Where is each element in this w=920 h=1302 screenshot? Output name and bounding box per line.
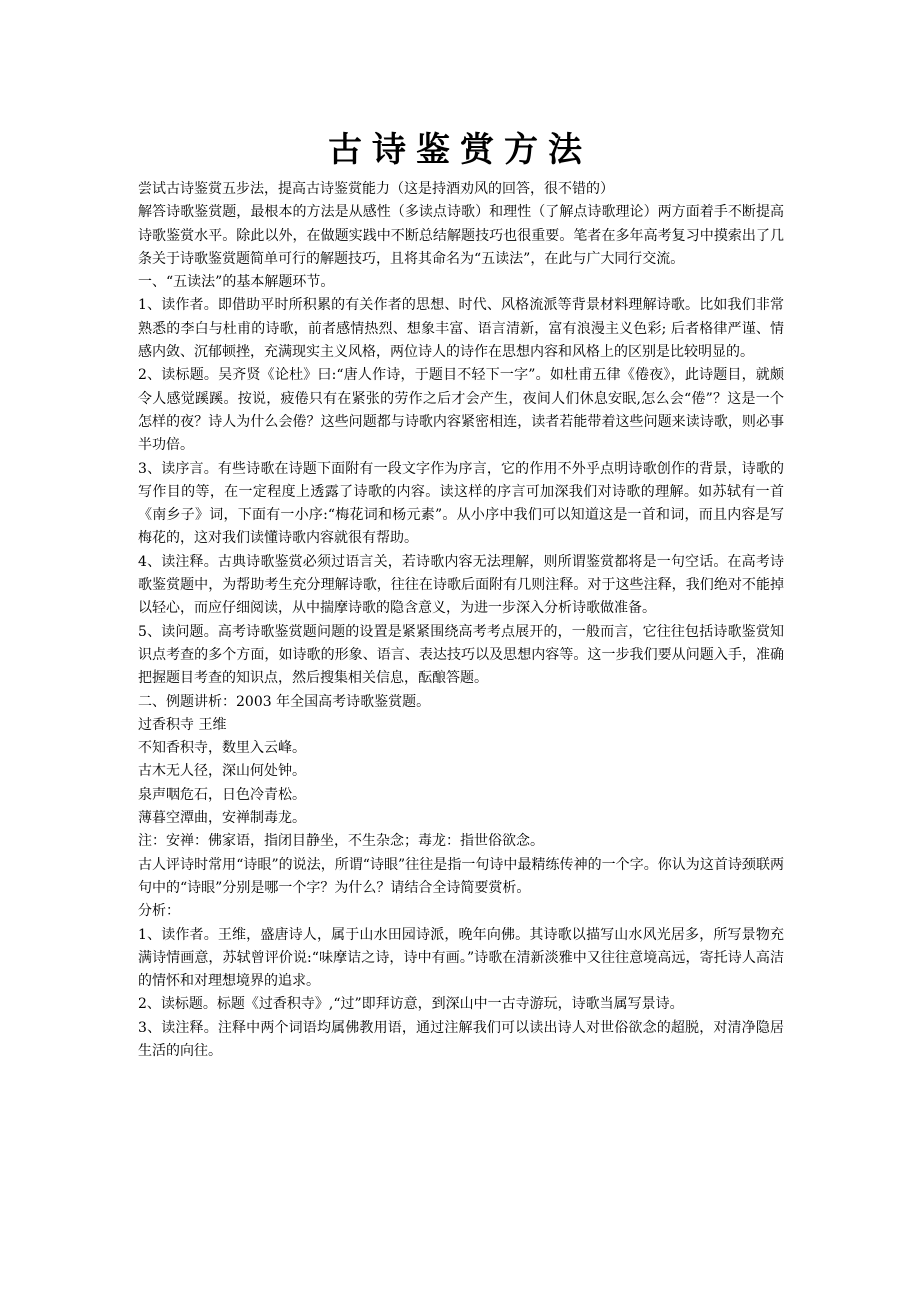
document-body — [138, 178, 784, 1063]
paragraph: 1、读作者。王维，盛唐诗人，属于山水田园诗派，晚年向佛。其诗歌以描写山水风光居多，所写景物充满诗情画意，苏轼曾评价说:“味摩诘之诗，诗中有画。”诗歌在清新淡雅中又往往意境高远，寄托诗人高洁的情怀和对理想境界的追求。 — [138, 926, 784, 990]
poem-line: 泉声咽危石，日色冷青松。 — [138, 786, 306, 803]
section-heading: 二、例题讲析：2003 年全国高考诗歌鉴赏题。 — [138, 693, 431, 710]
paragraph: 2、读标题。吴齐贤《论杜》曰:“唐人作诗，于题目不轻下一字”。如杜甫五律《倦夜》，此诗题目，就颇令人感觉蹊蹊。按说，疲倦只有在紧张的劳作之后才会产生，夜间人们休息安眠,怎么会“倦”？这是一个怎样的夜？诗人为什么会倦？这些问题都与诗歌内容紧密相连，读者若能带着这些问题来读诗歌，则必事半功倍。 — [138, 367, 784, 454]
analysis-heading: 分析： — [138, 903, 180, 920]
poem-line: 薄暮空潭曲，安禅制毒龙。 — [138, 810, 306, 827]
poem-note: 注：安禅：佛家语，指闭目静坐，不生杂念；毒龙：指世俗欲念。 — [138, 833, 544, 850]
paragraph: 3、读序言。有些诗歌在诗题下面附有一段文字作为序言，它的作用不外乎点明诗歌创作的背景，诗歌的写作目的等，在一定程度上透露了诗歌的内容。读这样的序言可加深我们对诗歌的理解。如苏轼有一首《南乡子》词，下面有一小序:“梅花词和杨元素”。从小序中我们可以知道这是一首和词，而且内容是写梅花的，这对我们读懂诗歌内容就很有帮助。 — [138, 460, 784, 547]
paragraph: 解答诗歌鉴赏题，最根本的方法是从感性（多读点诗歌）和理性（了解点诗歌理论）两方面着手不断提高诗歌鉴赏水平。除此以外，在做题实践中不断总结解题技巧也很重要。笔者在多年高考复习中摸索出了几条关于诗歌鉴赏题简单可行的解题技巧，且将其命名为“五读法”，在此与广大同行交流。 — [138, 204, 784, 267]
paragraph: 5、读问题。高考诗歌鉴赏题问题的设置是紧紧围绕高考考点展开的，一般而言，它往往包括诗歌鉴赏知识点考查的多个方面，如诗歌的形象、语言、表达技巧以及思想内容等。这一步我们要从问题入手，准确把握题目考查的知识点，然后搜集相关信息，酝酿答题。 — [138, 623, 784, 687]
paragraph: 1、读作者。即借助平时所积累的有关作者的思想、时代、风格流派等背景材料理解诗歌。比如我们非常熟悉的李白与杜甫的诗歌，前者感情热烈、想象丰富、语言清新，富有浪漫主义色彩; 后者格律严谨、情感内敛、沉郁顿挫，充满现实主义风格，两位诗人的诗作在思想内容和风格上的区别是比较明显的。 — [138, 297, 784, 361]
paragraph: 4、读注释。古典诗歌鉴赏必须过语言关，若诗歌内容无法理解，则所谓鉴赏都将是一句空话。在高考诗歌鉴赏题中，为帮助考生充分理解诗歌，往往在诗歌后面附有几则注释。对于这些注释，我们绝对不能掉以轻心，而应仔细阅读，从中揣摩诗歌的隐含意义，为进一步深入分析诗歌做准备。 — [138, 553, 784, 617]
poem-title: 过香积寺 王维 — [138, 716, 227, 733]
paragraph: 尝试古诗鉴赏五步法，提高古诗鉴赏能力（这是持酒劝风的回答，很不错的） — [138, 181, 614, 197]
poem-line: 古木无人径，深山何处钟。 — [138, 763, 306, 780]
poem-line: 不知香积寺，数里入云峰。 — [138, 740, 306, 757]
paragraph: 3、读注释。注释中两个词语均属佛教用语，通过注解我们可以读出诗人对世俗欲念的超脱，对清净隐居生活的向往。 — [138, 1019, 784, 1059]
paragraph: 2、读标题。标题《过香积寺》,“过”即拜访意，到深山中一古寺游玩，诗歌当属写景诗。 — [138, 996, 684, 1013]
section-heading: 一、“五读法”的基本解题环节。 — [138, 274, 335, 291]
question: 古人评诗时常用“诗眼”的说法，所谓“诗眼”往往是指一句诗中最精练传神的一个字。你认为这首诗颈联两句中的“诗眼”分别是哪一个字？为什么？请结合全诗简要赏析。 — [138, 856, 784, 896]
document-title: 古诗鉴赏方法 — [328, 130, 592, 170]
